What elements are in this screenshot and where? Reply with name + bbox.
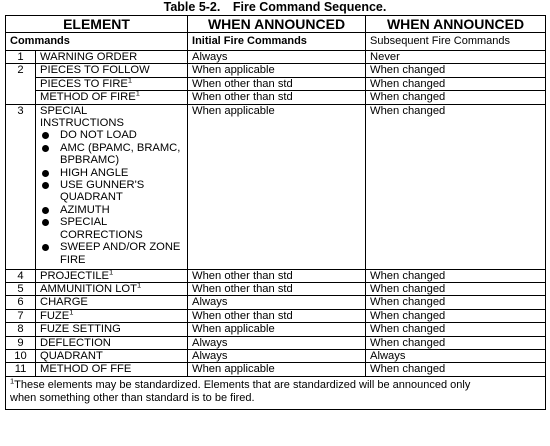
bullet-icon (42, 132, 49, 139)
table-row (6, 51, 546, 64)
list-item (40, 204, 183, 216)
row-initial: When other than std (188, 77, 366, 90)
list-item-label: HIGH ANGLE (60, 166, 129, 179)
row-initial: When applicable (188, 104, 366, 269)
row-initial: Always (188, 296, 366, 309)
row-subsequent: When changed (366, 323, 546, 336)
list-item (40, 167, 183, 179)
footnote-ref: 1 (135, 88, 140, 98)
special-instructions-label-line1: SPECIAL (40, 104, 88, 117)
table-row (6, 283, 546, 296)
bullet-icon (42, 244, 49, 251)
table-row (6, 309, 546, 322)
fire-command-table (5, 15, 546, 410)
footnote-marker: 1 (10, 376, 15, 386)
table-row (6, 363, 546, 376)
row-element: PROJECTILE (40, 269, 110, 282)
row-number: 8 (6, 323, 36, 336)
table-footnote-row (6, 376, 546, 409)
row-number: 5 (6, 283, 36, 296)
row-number: 9 (6, 336, 36, 349)
table-subheader-row (6, 33, 546, 51)
row-subsequent: When changed (366, 296, 546, 309)
row-subsequent: When changed (366, 363, 546, 376)
row-element: METHOD OF FFE (36, 363, 188, 376)
row-initial: When other than std (188, 269, 366, 282)
list-item (40, 179, 183, 204)
row-element-cell (36, 266, 188, 282)
row-initial: Always (188, 336, 366, 349)
row-element: WARNING ORDER (36, 51, 188, 64)
row-element-cell (36, 280, 188, 296)
row-subsequent: When changed (366, 104, 546, 269)
row-subsequent: When changed (366, 309, 546, 322)
row-subsequent: Always (366, 350, 546, 363)
row-element: FUZE (40, 309, 70, 322)
row-initial: When applicable (188, 363, 366, 376)
row-number: 11 (6, 363, 36, 376)
row-number: 7 (6, 309, 36, 322)
table-header-row (6, 16, 546, 33)
subheader-commands: Commands (6, 33, 188, 51)
table-title: Fire Command Sequence. (232, 0, 387, 14)
list-item-label: SPECIAL CORRECTIONS (60, 216, 143, 241)
subheader-subsequent: Subsequent Fire Commands (366, 33, 546, 51)
row-element-cell (36, 309, 188, 322)
bullet-icon (42, 207, 49, 214)
row-initial: Always (188, 350, 366, 363)
bullet-icon (42, 170, 49, 177)
footnote-ref: 1 (136, 280, 142, 290)
special-instructions-list (40, 129, 183, 265)
row-element-cell (36, 104, 188, 269)
row-initial: When other than std (188, 309, 366, 322)
row-element: DEFLECTION (36, 336, 188, 349)
list-item (40, 129, 183, 141)
row-initial: Always (188, 51, 366, 64)
footnote-ref: 1 (69, 307, 74, 317)
header-when-announced-subsequent: WHEN ANNOUNCED (366, 16, 546, 33)
list-item (40, 241, 183, 266)
table-row (6, 296, 546, 309)
row-initial: When other than std (188, 91, 366, 104)
table-row (6, 64, 546, 77)
bullet-icon (42, 219, 49, 226)
list-item (40, 142, 183, 167)
row-subsequent: Never (366, 51, 546, 64)
row-number: 4 (6, 269, 36, 282)
row-element: QUADRANT (36, 350, 188, 363)
list-item (40, 216, 183, 241)
row-initial: When other than std (188, 283, 366, 296)
header-element: ELEMENT (6, 16, 188, 33)
list-item-label: DO NOT LOAD (60, 129, 137, 142)
footnote-ref: 1 (127, 75, 133, 85)
table-row (6, 350, 546, 363)
row-number: 10 (6, 350, 36, 363)
list-item-label: AZIMUTH (60, 203, 110, 216)
table-row-special-instructions (6, 104, 546, 269)
list-item-label: USE GUNNER'S QUADRANT (60, 179, 145, 204)
row-element-cell (36, 88, 188, 104)
header-when-announced-initial: WHEN ANNOUNCED (188, 16, 366, 33)
footnote-line1: These elements may be standardized. Elements that are standardized will be announced only (14, 378, 471, 391)
bullet-icon (42, 145, 49, 152)
table-footnote (6, 376, 546, 409)
footnote-ref: 1 (109, 266, 114, 276)
row-element: METHOD OF FIRE (40, 91, 136, 104)
footnote-line2: when something other than standard is to be fired. (10, 392, 255, 405)
row-number: 1 (6, 51, 36, 64)
list-item-label: SWEEP AND/OR ZONE FIRE (60, 241, 181, 266)
table-caption (0, 0, 550, 15)
bullet-icon (42, 182, 49, 189)
row-element: PIECES TO FIRE (40, 77, 128, 90)
row-element: PIECES TO FOLLOW (36, 64, 188, 77)
special-instructions-label-line2: INSTRUCTIONS (40, 117, 124, 130)
row-subsequent: When changed (366, 336, 546, 349)
row-element: AMMUNITION LOT (40, 283, 137, 296)
row-number: 3 (6, 104, 36, 269)
row-number: 2 (6, 64, 36, 104)
row-number: 6 (6, 296, 36, 309)
row-initial: When applicable (188, 64, 366, 77)
row-subsequent: When changed (366, 283, 546, 296)
row-subsequent: When changed (366, 64, 546, 77)
row-subsequent: When changed (366, 77, 546, 90)
table-row (6, 91, 546, 104)
table-row (6, 77, 546, 90)
table-row (6, 323, 546, 336)
list-item-label: AMC (BPAMC, BRAMC, BPBRAMC) (60, 141, 181, 167)
subheader-initial: Initial Fire Commands (188, 33, 366, 51)
table-row (6, 336, 546, 349)
row-element: CHARGE (36, 296, 188, 309)
row-element: FUZE SETTING (36, 323, 188, 336)
row-initial: When applicable (188, 323, 366, 336)
table-row (6, 269, 546, 282)
row-element-cell (36, 77, 188, 90)
row-subsequent: When changed (366, 269, 546, 282)
table-number: Table 5-2. (163, 0, 221, 14)
row-subsequent: When changed (366, 91, 546, 104)
